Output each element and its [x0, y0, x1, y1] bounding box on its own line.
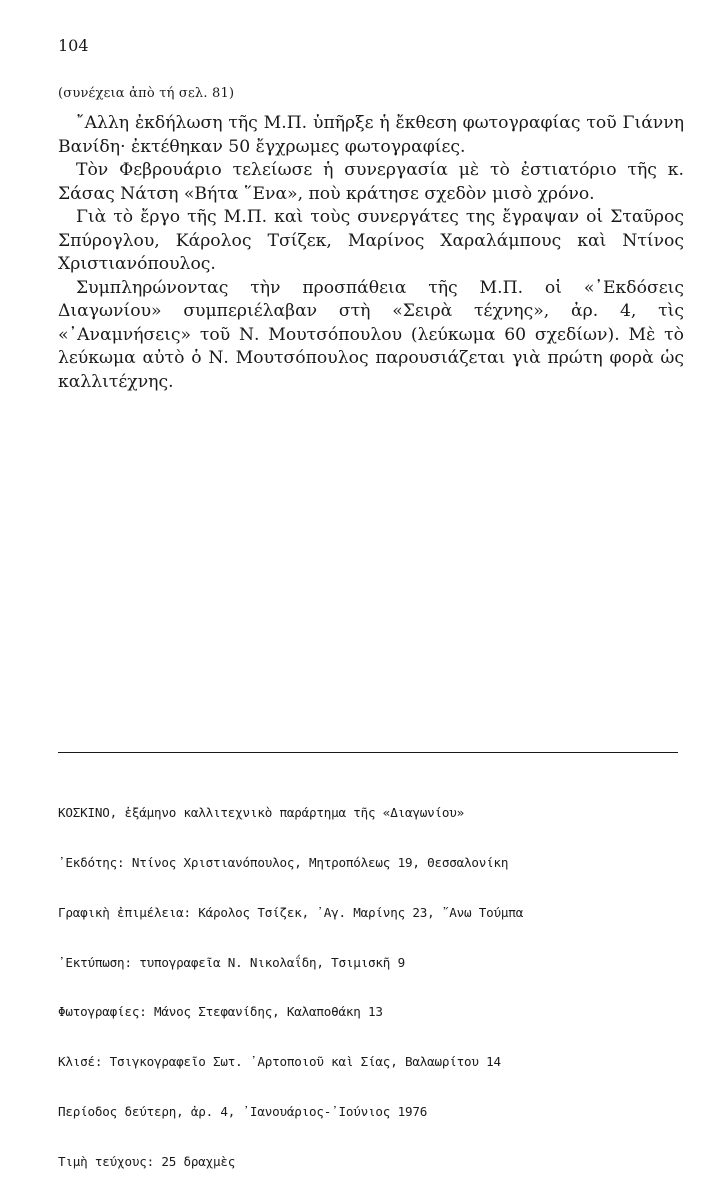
article-body	[58, 112, 684, 394]
colophon	[58, 772, 523, 1187]
page-number: 104	[58, 36, 89, 55]
colophon-divider	[58, 752, 678, 753]
colophon-line: Γραφικὴ ἐπιμέλεια: Κάρολος Τσίζεκ, ᾿Αγ. Μαρίνης 23, ῎Ανω Τούμπα	[58, 904, 524, 920]
colophon-line: ᾿Εκδότης: Ντίνος Χριστιανόπουλος, Μητροπόλεως 19, Θεσσαλονίκη	[58, 854, 509, 870]
colophon-line: ΚΟΣΚΙΝΟ, ἑξάμηνο καλλιτεχνικὸ παράρτημα τῆς «Διαγωνίου»	[58, 805, 465, 821]
article-paragraph: ῎Αλλη ἐκδήλωση τῆς Μ.Π. ὑπῆρξε ἡ ἔκθεση φωτογραφίας τοῦ Γιάννη Βανίδη· ἐκτέθηκαν 50 ἔγχρωμες φωτογραφίες.	[58, 113, 684, 157]
continuation-note: (συνέχεια ἀπὸ τή σελ. 81)	[58, 86, 235, 101]
article-paragraph: Γιὰ τὸ ἔργο τῆς Μ.Π. καὶ τοὺς συνεργάτες της ἔγραψαν οἱ Σταῦρος Σπύρογλου, Κάρολος Τσίζεκ, Μαρίνος Χαραλάμπους καὶ Ντίνος Χριστιανόπουλος.	[58, 207, 684, 274]
colophon-line: Κλισέ: Τσιγκογραφεῖο Σωτ. ᾿Αρτοποιοῦ καὶ Σίας, Βαλαωρίτου 14	[58, 1054, 501, 1070]
colophon-line: Τιμὴ τεύχους: 25 δραχμὲς	[58, 1153, 236, 1169]
article-paragraph: Συμπληρώνοντας τὴν προσπάθεια τῆς Μ.Π. οἱ «᾿Εκδόσεις Διαγωνίου» συμπεριέλαβαν στὴ «Σειρὰ τέχνης», ἀρ. 4, τὶς «᾿Αναμνήσεις» τοῦ Ν. Μουτσόπουλου (λεύκωμα 60 σχεδίων). Μὲ τὸ λεύκωμα αὐτὸ ὁ Ν. Μουτσόπουλος παρουσιάζεται γιὰ πρώτη φορὰ ὡς καλλιτέχνης.	[58, 277, 684, 392]
colophon-line: Φωτογραφίες: Μάνος Στεφανίδης, Καλαποθάκη 13	[58, 1004, 383, 1020]
colophon-line: Περίοδος δεύτερη, ἀρ. 4, ᾿Ιανουάριος-᾿Ιούνιος 1976	[58, 1103, 428, 1119]
article-paragraph: Τὸν Φεβρουάριο τελείωσε ἡ συνεργασία μὲ τὸ ἐστιατόριο τῆς κ. Σάσας Νάτση «Βήτα ῞Ενα», ποὺ κράτησε σχεδὸν μισὸ χρόνο.	[58, 160, 684, 204]
colophon-line: ᾿Εκτύπωση: τυπογραφεῖα Ν. Νικολαΐδη, Τσιμισκῆ 9	[58, 954, 405, 970]
